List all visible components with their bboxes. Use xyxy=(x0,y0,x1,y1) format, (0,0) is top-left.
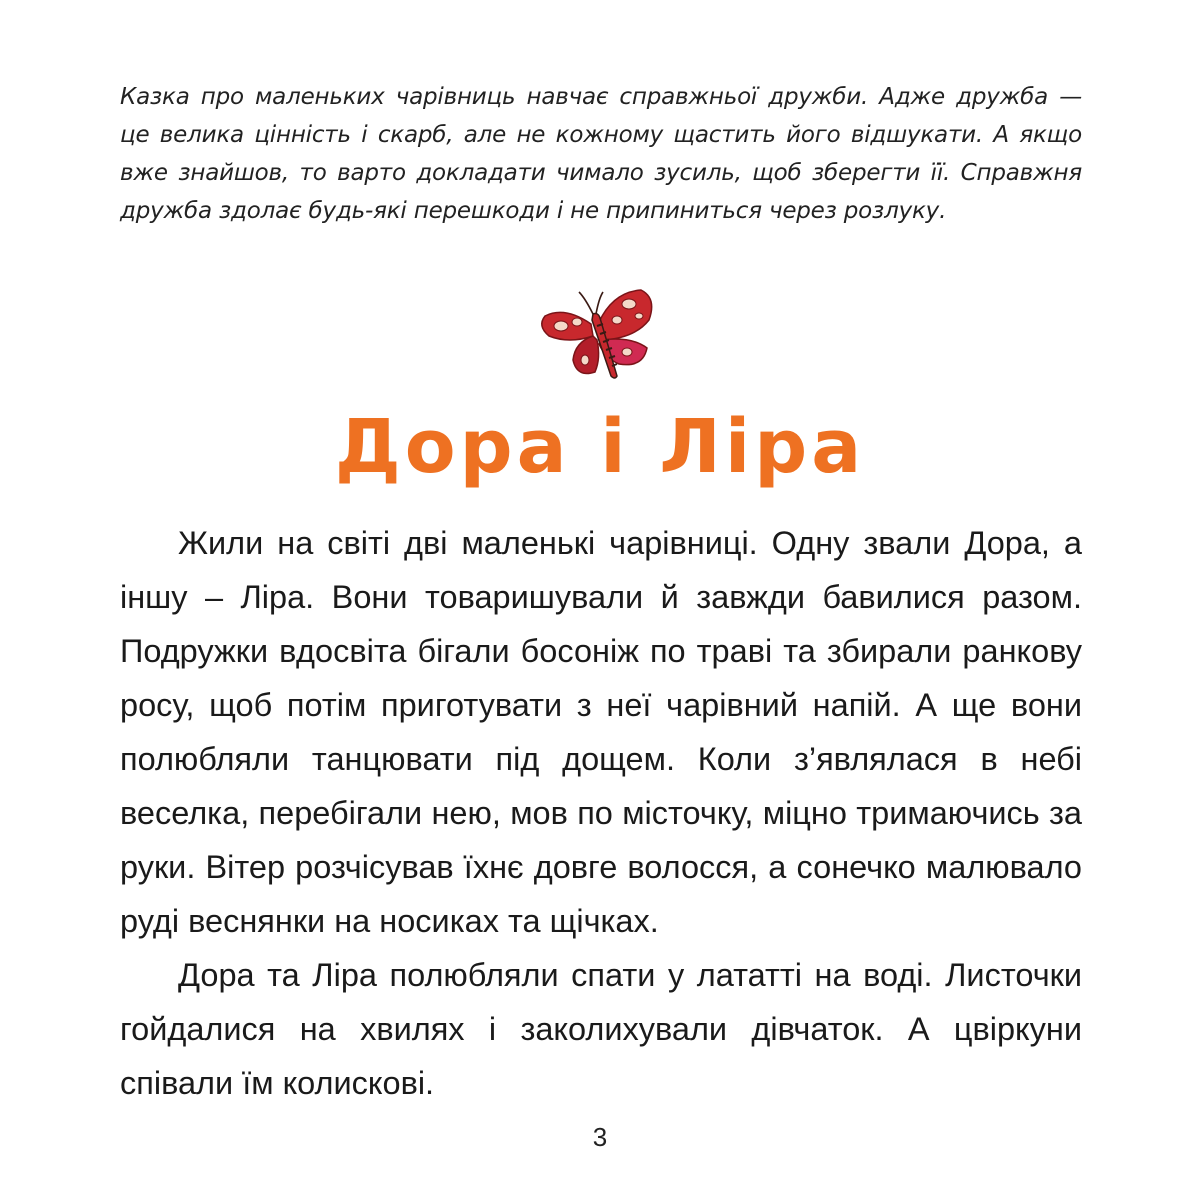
butterfly-icon xyxy=(535,284,660,382)
story-paragraph: Дора та Ліра полюбляли спати у лататті на воді. Листочки гойдалися на хвилях і заколихували дівчаток. А цвіркуни співали їм колискові. xyxy=(120,957,1082,1101)
story-paragraph: Жили на світі дві маленькі чарівниці. Одну звали Дора, а іншу – Ліра. Вони товаришували й завжди бавилися разом. Подружки вдосвіта бігали босоніж по траві та збирали ранкову росу, щоб потім приготувати з неї чарівний напій. А ще вони полюбляли танцювати під дощем. Коли з’являлася в небі веселка, перебігали нею, мов по місточку, міцно тримаючись за руки. Вітер розчісував їхнє довге волосся, а сонечко малювало руді веснянки на носиках та щічках. xyxy=(120,525,1082,939)
intro-text: Казка про маленьких чарівниць навчає справжньої дружби. Адже дружба — це велика цінність і скарб, але не кожному щастить його відшукати. А якщо вже знайшов, то варто докладати чимало зусиль, щоб зберегти її. Справжня дружба здолає будь-які перешкоди і не припиниться через розлуку. xyxy=(120,84,1082,224)
page-title: Дора і Ліра xyxy=(334,404,866,490)
story-text xyxy=(120,516,1082,1110)
page-number: 3 xyxy=(592,1122,608,1152)
